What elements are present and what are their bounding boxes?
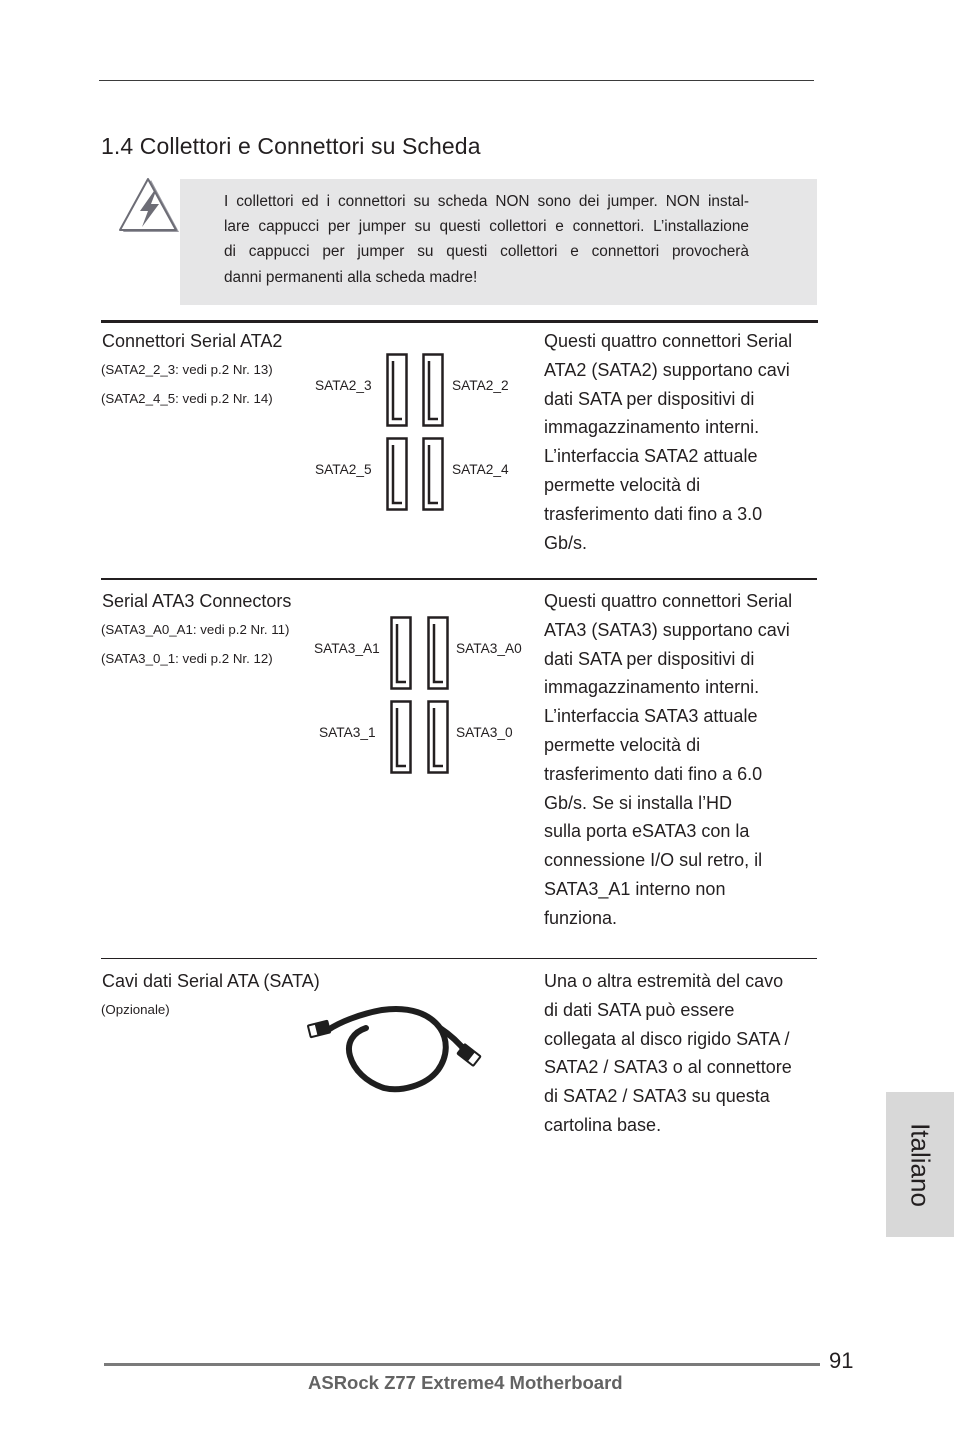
sata2-title: Connettori Serial ATA2 xyxy=(102,331,283,351)
warning-line: danni permanenti alla scheda madre! xyxy=(224,269,478,286)
desc-line: Gb/s. xyxy=(544,532,588,553)
desc-line: L’interfaccia SATA2 attuale xyxy=(544,446,758,467)
cable-optional-note: (Opzionale) xyxy=(101,1002,170,1017)
desc-line: L’interfaccia SATA3 attuale xyxy=(544,706,758,727)
desc-line: SATA3_A1 interno non xyxy=(544,878,726,899)
desc-line: funziona. xyxy=(544,907,618,928)
port-label-sata3-0: SATA3_0 xyxy=(456,725,513,740)
desc-line: Questi quattro connettori Serial xyxy=(544,591,793,611)
footer-product-name: ASRock Z77 Extreme4 Motherboard xyxy=(308,1372,623,1393)
desc-line: dati SATA per dispositivi di xyxy=(544,648,755,669)
desc-line: Gb/s. Se si installa l’HD xyxy=(544,792,733,813)
lightning-warning-triangle-icon xyxy=(118,177,182,235)
port-label-sata3-a1: SATA3_A1 xyxy=(314,641,380,656)
sata-port-icon xyxy=(422,353,444,427)
cable-description xyxy=(544,967,824,1140)
sata3-ref: (SATA3_A0_A1: vedi p.2 Nr. 11) xyxy=(101,622,290,637)
desc-line: collegata al disco rigido SATA / xyxy=(544,1028,790,1049)
warning-note xyxy=(180,179,817,305)
desc-line: dati SATA per dispositivi di xyxy=(544,388,755,409)
port-label-sata3-1: SATA3_1 xyxy=(319,725,376,740)
desc-line: Questi quattro connettori Serial xyxy=(544,331,793,351)
desc-line: di SATA2 / SATA3 su questa xyxy=(544,1086,770,1107)
desc-line: immagazzinamento interni. xyxy=(544,677,760,698)
language-label: Italiano xyxy=(905,1122,936,1207)
sata2-section-rule xyxy=(101,320,818,323)
sata2-ref: (SATA2_2_3: vedi p.2 Nr. 13) xyxy=(101,362,273,377)
port-label-sata2-2: SATA2_2 xyxy=(452,378,509,393)
top-rule xyxy=(99,80,814,81)
sata-port-icon xyxy=(386,437,408,511)
sata3-description xyxy=(544,587,824,933)
desc-line: Una o altra estremità del cavo xyxy=(544,971,784,991)
desc-line: trasferimento dati fino a 3.0 xyxy=(544,503,763,524)
sata-port-icon xyxy=(390,700,412,774)
sata-cable-image xyxy=(300,1000,500,1100)
warning-line: di cappucci per jumper su questi collettori e connettori provocherà xyxy=(224,243,749,260)
desc-line: connessione I/O sul retro, il xyxy=(544,850,763,871)
footer-rule xyxy=(104,1363,820,1366)
sata2-ref: (SATA2_4_5: vedi p.2 Nr. 14) xyxy=(101,391,273,406)
sata-port-icon xyxy=(427,700,449,774)
desc-line: cartolina base. xyxy=(544,1114,662,1135)
desc-line: permette velocità di xyxy=(544,734,701,755)
desc-line: sulla porta eSATA3 con la xyxy=(544,821,750,842)
warning-line: I collettori ed i connettori su scheda NON sono dei jumper. NON instal- xyxy=(224,193,749,210)
desc-line: SATA2 / SATA3 o al connettore xyxy=(544,1057,792,1078)
cable-section-rule xyxy=(101,958,817,959)
section-title: 1.4 Collettori e Connettori su Scheda xyxy=(101,133,481,159)
port-label-sata2-3: SATA2_3 xyxy=(315,378,372,393)
desc-line: ATA3 (SATA3) supportano cavi xyxy=(544,619,790,640)
sata3-title: Serial ATA3 Connectors xyxy=(102,591,292,611)
port-label-sata2-4: SATA2_4 xyxy=(452,462,509,477)
sata-port-icon xyxy=(390,616,412,690)
cable-title: Cavi dati Serial ATA (SATA) xyxy=(102,971,320,991)
sata3-section-rule xyxy=(101,578,817,580)
desc-line: ATA2 (SATA2) supportano cavi xyxy=(544,359,790,380)
sata-port-icon xyxy=(427,616,449,690)
sata2-description xyxy=(544,327,824,557)
desc-line: di dati SATA può essere xyxy=(544,999,735,1020)
port-label-sata3-a0: SATA3_A0 xyxy=(456,641,522,656)
language-side-tab xyxy=(886,1092,954,1237)
port-label-sata2-5: SATA2_5 xyxy=(315,462,372,477)
sata-port-icon xyxy=(422,437,444,511)
desc-line: immagazzinamento interni. xyxy=(544,417,760,438)
sata3-ref: (SATA3_0_1: vedi p.2 Nr. 12) xyxy=(101,651,273,666)
page-number: 91 xyxy=(829,1348,854,1373)
warning-line: lare cappucci per jumper su questi collettori e connettori. L’installazione xyxy=(224,218,749,235)
sata-port-icon xyxy=(386,353,408,427)
desc-line: trasferimento dati fino a 6.0 xyxy=(544,763,763,784)
desc-line: permette velocità di xyxy=(544,474,701,495)
